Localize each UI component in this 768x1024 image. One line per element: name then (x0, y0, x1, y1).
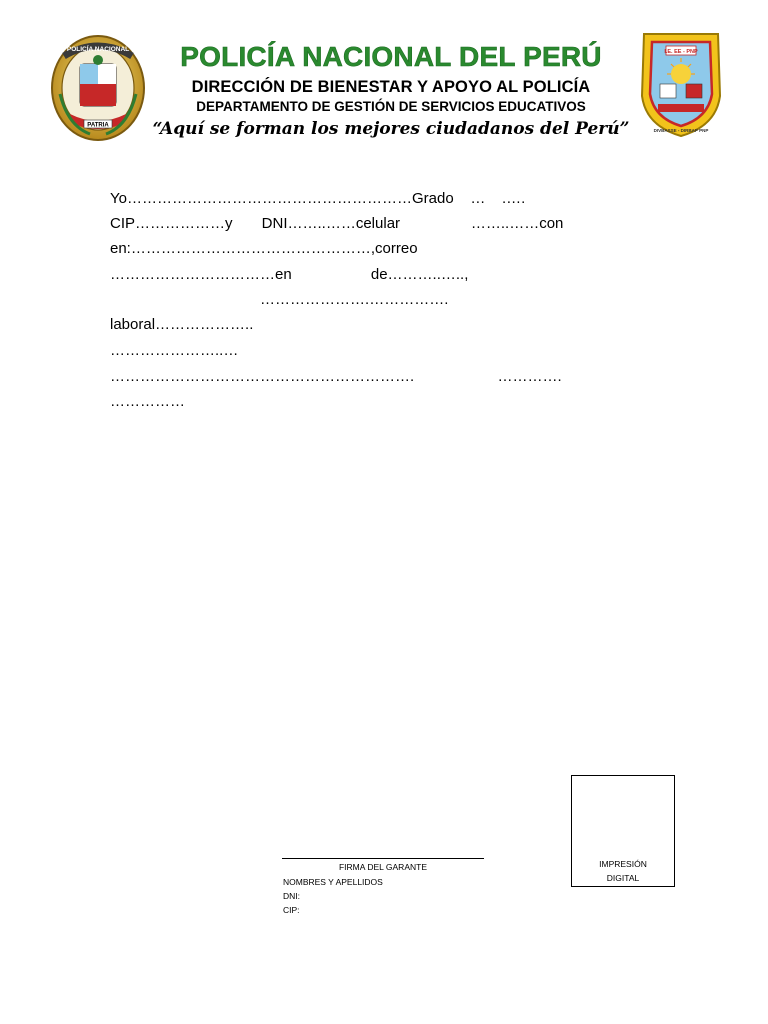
letterhead-text (150, 40, 632, 141)
form-line-blank-2: ……………………………………………………. …………. (110, 368, 562, 385)
form-line-place-date: ……………………………en de………..….., (110, 266, 469, 283)
institution-title: POLICÍA NACIONAL DEL PERÚ (180, 41, 602, 72)
education-department-badge-icon (636, 26, 726, 138)
fingerprint-box (571, 775, 675, 887)
fingerprint-label-line1: IMPRESIÓN (599, 859, 647, 869)
letterhead (0, 0, 768, 160)
signature-line (282, 858, 484, 859)
svg-text:DIVBASSE - DIRBAP PNP: DIVBASSE - DIRBAP PNP (653, 128, 709, 133)
department-title: DEPARTAMENTO DE GESTIÓN DE SERVICIOS EDUCATIVOS (196, 99, 586, 114)
direction-title: DIRECCIÓN DE BIENESTAR Y APOYO AL POLICÍA (191, 78, 591, 96)
form-line-name-grade: Yo…………………………………………………Grado … .…. (110, 190, 526, 207)
guarantor-cip-label: CIP: (283, 905, 300, 915)
svg-text:I.E. EE - PNP: I.E. EE - PNP (664, 49, 698, 55)
form-line-continued: ………………….……………. (110, 291, 449, 308)
form-line-work: laboral……………….. (110, 316, 254, 333)
guarantor-dni-label: DNI: (283, 891, 300, 901)
motto: “Aquí se forman los mejores ciudadanos del Perú” (152, 119, 630, 139)
police-national-shield-emblem-icon (50, 34, 146, 142)
svg-text:POLICÍA NACIONAL: POLICÍA NACIONAL (66, 46, 130, 53)
fingerprint-label-line2: DIGITAL (606, 873, 640, 883)
form-line-blank-3: …………… (110, 393, 185, 410)
form-line-cip-dni-phone: CIP………………y DNI……..……celular ……..……con (110, 215, 564, 232)
guarantor-names-label: NOMBRES Y APELLIDOS (283, 877, 383, 887)
form-line-email: en:…………………………………………,correo (110, 240, 418, 257)
form-line-blank-1: …………………..… (110, 342, 239, 359)
signature-caption: FIRMA DEL GARANTE (338, 862, 427, 872)
svg-text:PATRIA: PATRIA (87, 122, 109, 129)
